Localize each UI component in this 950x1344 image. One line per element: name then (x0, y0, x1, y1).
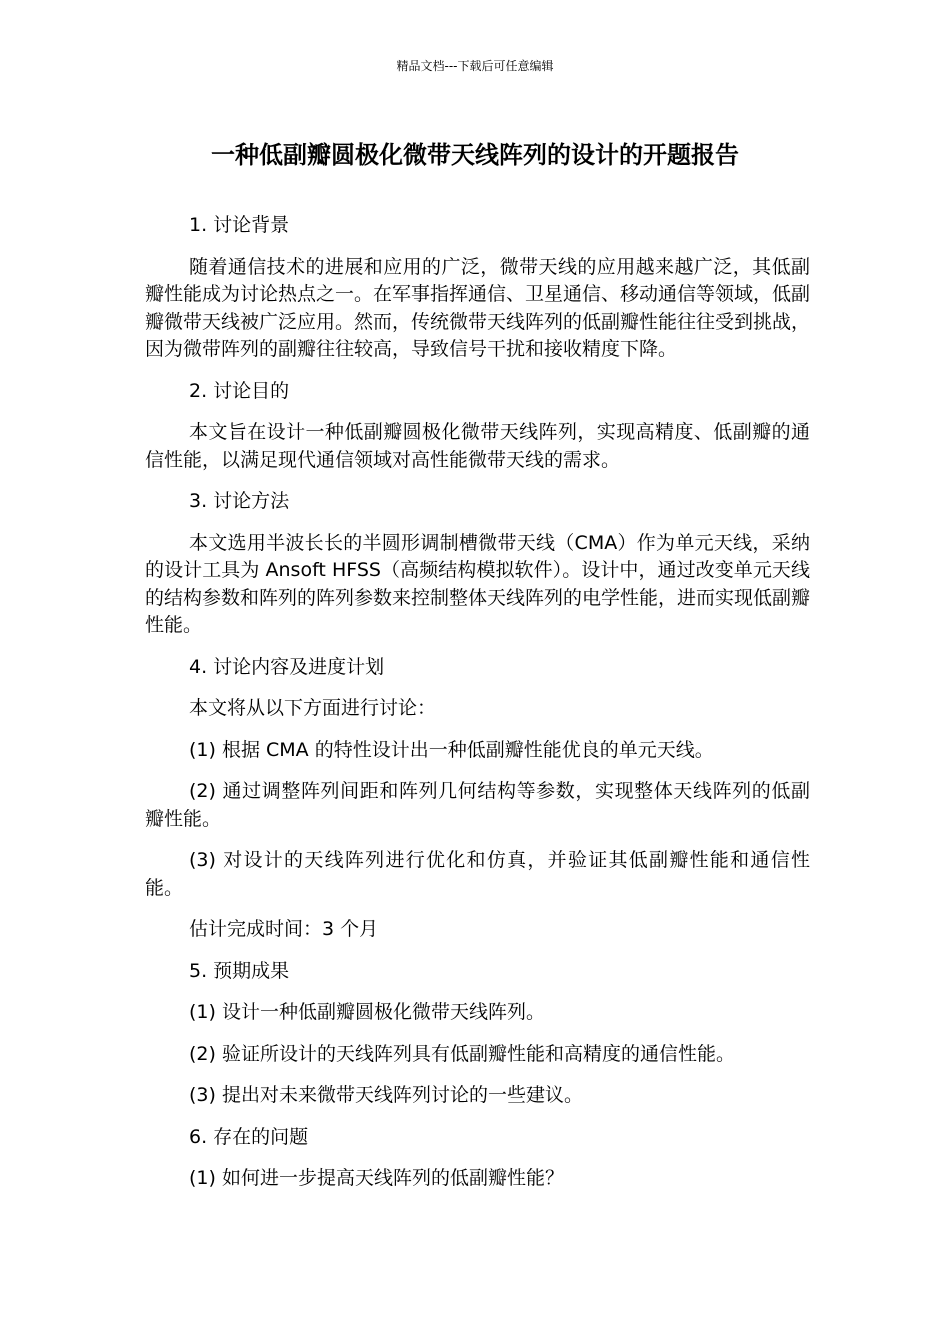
list-item: (1) 根据 CMA 的特性设计出一种低副瓣性能优良的单元天线。 (189, 738, 714, 761)
section-heading-background: 1. 讨论背景 (189, 214, 290, 236)
list-item: (2) 通过调整阵列间距和阵列几何结构等参数，实现整体天线阵列的低副瓣性能。 (145, 780, 810, 830)
list-item: (1) 如何进一步提高天线阵列的低副瓣性能？ (189, 1167, 564, 1189)
document-title: 一种低副瓣圆极化微带天线阵列的设计的开题报告 (211, 141, 739, 169)
section-paragraph-background: 随着通信技术的进展和应用的广泛，微带天线的应用越来越广泛，其低副瓣性能成为讨论热点之一。在军事指挥通信、卫星通信、移动通信等领域，低副瓣微带天线被广泛应用。然而，传统微带天线阵列的低副瓣性能往往受到挑战，因为微带阵列的副瓣往往较高，导致信号干扰和接收精度下降。 (145, 255, 811, 360)
estimated-completion-time: 估计完成时间：3 个月 (189, 918, 379, 940)
list-item: (3) 对设计的天线阵列进行优化和仿真，并验证其低副瓣性能和通信性能。 (145, 849, 810, 899)
list-item: (2) 验证所设计的天线阵列具有低副瓣性能和高精度的通信性能。 (189, 1042, 735, 1065)
section-heading-method: 3. 讨论方法 (189, 490, 290, 512)
section-paragraph-method: 本文选用半波长长的半圆形调制槽微带天线（CMA）作为单元天线，采纳的设计工具为 Ansoft HFSS（高频结构模拟软件）。设计中，通过改变单元天线的结构参数和阵列的阵列参数来控制整体天线阵列的电学性能，进而实现低副瓣性能。 (145, 531, 811, 636)
section-paragraph-purpose: 本文旨在设计一种低副瓣圆极化微带天线阵列，实现高精度、低副瓣的通信性能，以满足现代通信领域对高性能微带天线的需求。 (145, 421, 810, 471)
section-heading-content-plan: 4. 讨论内容及进度计划 (189, 655, 385, 678)
page-header: 精品文档---下载后可任意编辑 (396, 59, 554, 73)
section-heading-problems: 6. 存在的问题 (189, 1125, 309, 1148)
section-heading-expected-results: 5. 预期成果 (189, 959, 290, 982)
section-intro-content-plan: 本文将从以下方面进行讨论： (189, 697, 437, 719)
document-body (145, 212, 810, 1207)
section-heading-purpose: 2. 讨论目的 (189, 379, 290, 402)
list-item: (1) 设计一种低副瓣圆极化微带天线阵列。 (189, 1001, 545, 1023)
list-item: (3) 提出对未来微带天线阵列讨论的一些建议。 (189, 1084, 583, 1106)
